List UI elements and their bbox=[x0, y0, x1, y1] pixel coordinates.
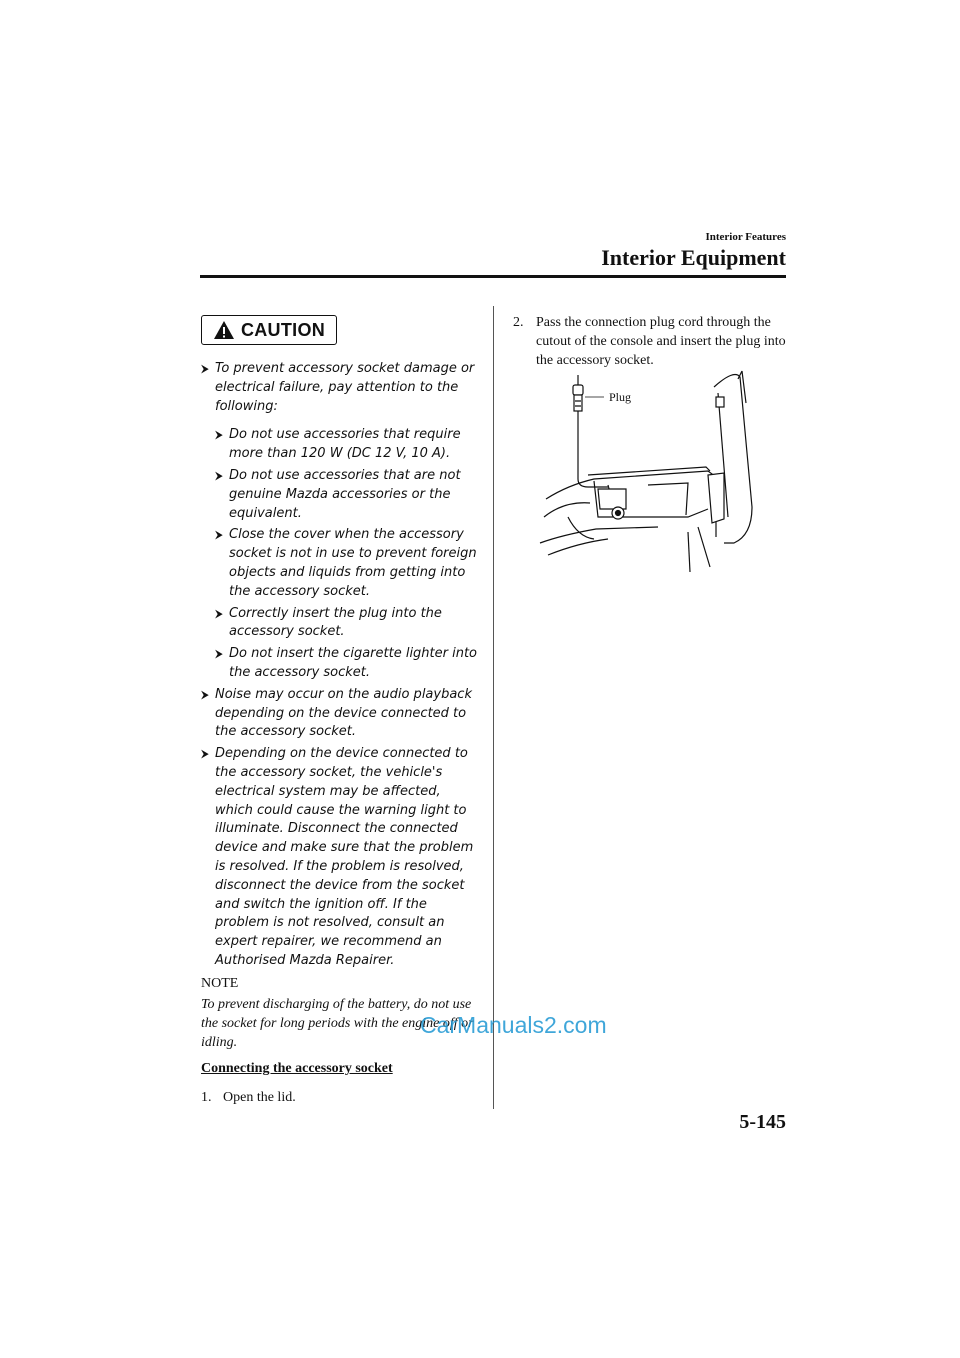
header-rule bbox=[200, 275, 786, 278]
page-number: 5-145 bbox=[739, 1111, 786, 1133]
column-divider bbox=[493, 306, 494, 1109]
arrow-bullet-icon: ⮞ bbox=[215, 647, 223, 661]
caution-sub-item: ⮞ Close the cover when the accessory socket is not in use to prevent foreign objects and liquids from getting into the accessory socket. bbox=[215, 527, 477, 599]
arrow-bullet-icon: ⮞ bbox=[215, 606, 223, 620]
warning-icon bbox=[213, 320, 235, 340]
step-number: 1. bbox=[201, 1090, 212, 1105]
step-text: Pass the connection plug cord through the cutout of the console and insert the plug into the accessory socket. bbox=[536, 315, 786, 368]
caution-sub-list bbox=[201, 426, 481, 682]
caution-sub-item: ⮞ Do not use accessories that require more than 120 W (DC 12 V, 10 A). bbox=[215, 427, 461, 462]
section-header: Interior Features bbox=[705, 231, 786, 243]
step-number: 2. bbox=[513, 315, 524, 330]
note-text: To prevent discharging of the battery, do not use the socket for long periods with the engine off or idling. bbox=[201, 997, 474, 1050]
step-text: Open the lid. bbox=[223, 1090, 296, 1105]
page-title: Interior Equipment bbox=[601, 245, 786, 270]
arrow-bullet-icon: ⮞ bbox=[215, 468, 223, 482]
arrow-bullet-icon: ⮞ bbox=[201, 747, 209, 761]
accessory-socket-illustration bbox=[538, 367, 758, 577]
caution-item: ⮞ Noise may occur on the audio playback depending on the device connected to the accessory socket. bbox=[201, 686, 472, 740]
caution-sub-item: ⮞ Do not insert the cigarette lighter into the accessory socket. bbox=[215, 646, 478, 680]
section-heading: Connecting the accessory socket bbox=[201, 1061, 393, 1076]
caution-list bbox=[201, 360, 481, 983]
plug-label: Plug bbox=[609, 390, 632, 404]
step-item bbox=[513, 313, 789, 370]
caution-item: ⮞ Depending on the device connected to the accessory socket, the vehicle's electrical system may be affected, which could cause the warning light to illuminate. Disconnect the connected device and make sure that the problem is resolved. If the problem is resolved, disconnect the device from the socket and switch the ignition off. If the problem is not resolved, consult an expert repairer, we recommend an Authorised Mazda Repairer. bbox=[201, 746, 474, 968]
arrow-bullet-icon: ⮞ bbox=[215, 528, 223, 542]
step-item bbox=[201, 1090, 296, 1106]
arrow-bullet-icon: ⮞ bbox=[215, 428, 223, 442]
caution-sub-item: ⮞ Correctly insert the plug into the accessory socket. bbox=[215, 605, 442, 640]
arrow-bullet-icon: ⮞ bbox=[201, 687, 209, 701]
caution-label: CAUTION bbox=[240, 319, 326, 340]
arrow-bullet-icon: ⮞ bbox=[201, 362, 209, 375]
caution-item: ⮞ To prevent accessory socket damage or electrical failure, pay attention to the following: bbox=[201, 361, 475, 414]
note-heading: NOTE bbox=[201, 976, 239, 991]
caution-banner bbox=[201, 315, 337, 345]
watermark-text: CarManuals2.com bbox=[420, 1012, 607, 1038]
caution-sub-item: ⮞ Do not use accessories that are not genuine Mazda accessories or the equivalent. bbox=[215, 467, 461, 521]
